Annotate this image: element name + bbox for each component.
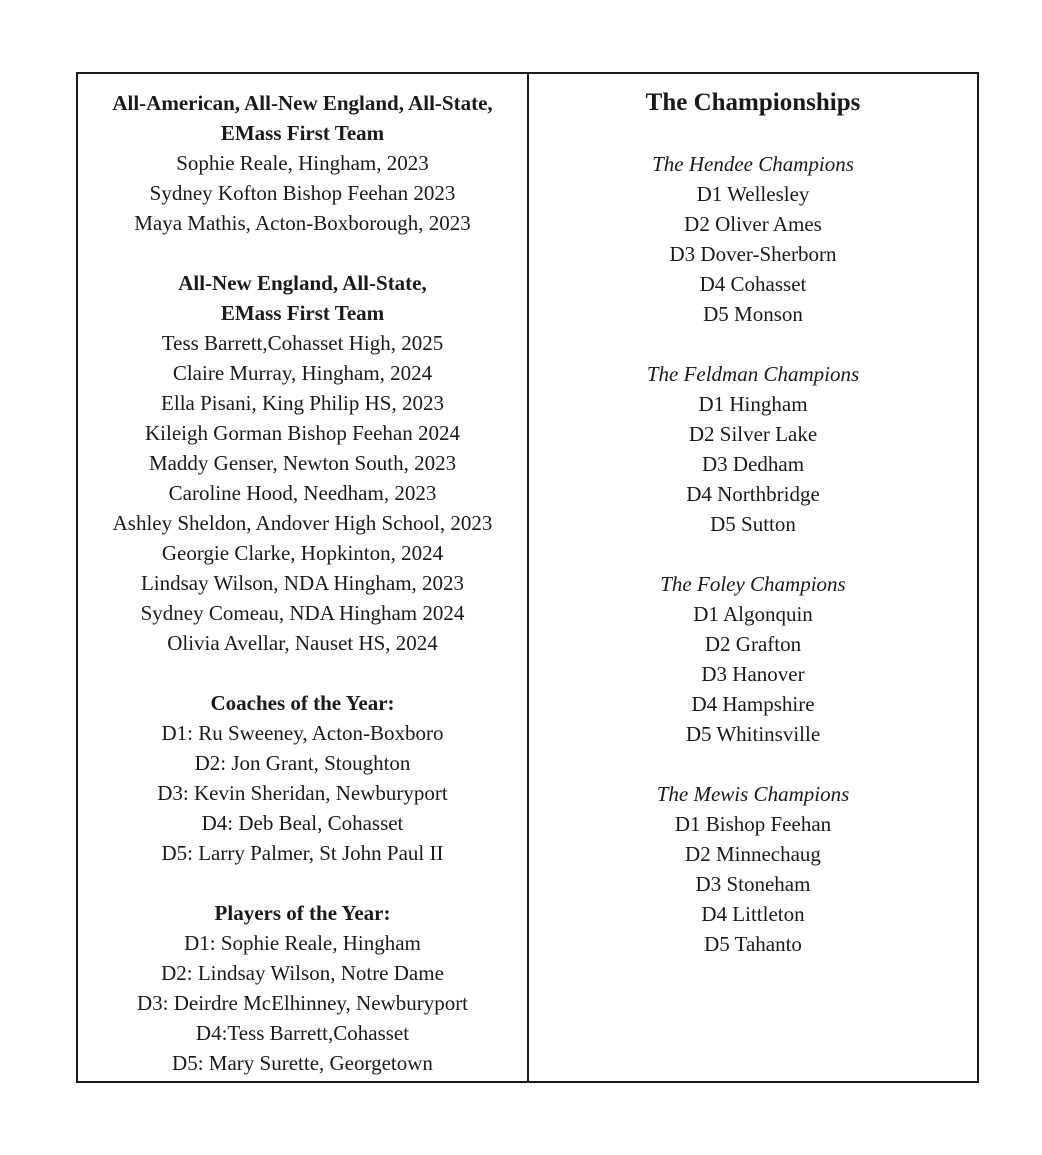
list-item: Sydney Comeau, NDA Hingham 2024 [140, 601, 465, 625]
list-item: D2 Silver Lake [688, 422, 818, 446]
section-heading: EMass First Team [220, 121, 385, 145]
list-item: D3: Kevin Sheridan, Newburyport [157, 781, 448, 805]
group-title: The Hendee Champions [652, 152, 854, 176]
section-heading: Coaches of the Year: [210, 691, 395, 715]
feldman-champions-group [529, 359, 977, 539]
list-item: Sydney Kofton Bishop Feehan 2023 [149, 181, 456, 205]
group-title: The Mewis Champions [656, 782, 850, 806]
mewis-champions-group [529, 779, 977, 959]
list-item: D2 Oliver Ames [684, 212, 822, 236]
list-item: D2 Grafton [704, 632, 802, 656]
awards-table [76, 72, 979, 1083]
list-item: Kileigh Gorman Bishop Feehan 2024 [145, 421, 460, 445]
list-item: Sophie Reale, Hingham, 2023 [176, 151, 429, 175]
list-item: D3 Dedham [701, 452, 805, 476]
list-item: D5: Larry Palmer, St John Paul II [161, 841, 444, 865]
list-item: D2 Minnechaug [685, 842, 821, 866]
list-item: Olivia Avellar, Nauset HS, 2024 [167, 631, 438, 655]
list-item: Georgie Clarke, Hopkinton, 2024 [161, 541, 444, 565]
list-item: D2: Lindsay Wilson, Notre Dame [161, 961, 444, 985]
section-heading: Players of the Year: [214, 901, 391, 925]
list-item: D5: Mary Surette, Georgetown [172, 1051, 433, 1075]
players-of-the-year-section [78, 898, 527, 1078]
list-item: Maya Mathis, Acton-Boxborough, 2023 [134, 211, 471, 235]
list-item: D3 Dover-Sherborn [669, 242, 837, 266]
list-item: D1: Ru Sweeney, Acton-Boxboro [161, 721, 444, 745]
list-item: D1 Algonquin [693, 602, 813, 626]
list-item: D5 Monson [703, 302, 803, 326]
group-title: The Feldman Champions [646, 362, 860, 386]
list-item: Lindsay Wilson, NDA Hingham, 2023 [140, 571, 465, 595]
list-item: Ella Pisani, King Philip HS, 2023 [161, 391, 444, 415]
list-item: D4 Northbridge [686, 482, 820, 506]
page-title: The Championships [645, 89, 861, 116]
list-item: D3 Hanover [701, 662, 805, 686]
group-title: The Foley Champions [660, 572, 846, 596]
list-item: D1 Hingham [698, 392, 808, 416]
list-item: Tess Barrett,Cohasset High, 2025 [161, 331, 444, 355]
list-item: D1 Bishop Feehan [674, 812, 832, 836]
list-item: D1 Wellesley [696, 182, 810, 206]
list-item: D3 Stoneham [695, 872, 811, 896]
list-item: D4 Cohasset [699, 272, 807, 296]
coaches-of-the-year-section [78, 688, 527, 868]
hendee-champions-group [529, 149, 977, 329]
awards-column [78, 74, 529, 1081]
list-item: D4:Tess Barrett,Cohasset [195, 1021, 410, 1045]
list-item: D3: Deirdre McElhinney, Newburyport [136, 991, 469, 1015]
list-item: D5 Whitinsville [685, 722, 821, 746]
all-new-england-section [78, 268, 527, 658]
foley-champions-group [529, 569, 977, 749]
list-item: D5 Tahanto [704, 932, 802, 956]
championships-column [529, 74, 977, 1081]
list-item: Maddy Genser, Newton South, 2023 [148, 451, 457, 475]
list-item: D1: Sophie Reale, Hingham [184, 931, 421, 955]
section-heading: EMass First Team [220, 301, 385, 325]
list-item: D5 Sutton [710, 512, 796, 536]
list-item: Ashley Sheldon, Andover High School, 2023 [112, 511, 493, 535]
list-item: Caroline Hood, Needham, 2023 [168, 481, 437, 505]
list-item: D4: Deb Beal, Cohasset [201, 811, 404, 835]
section-heading: All-American, All-New England, All-State, [112, 91, 493, 115]
list-item: Claire Murray, Hingham, 2024 [172, 361, 433, 385]
section-heading: All-New England, All-State, [178, 271, 427, 295]
all-american-section [78, 88, 527, 238]
list-item: D4 Hampshire [691, 692, 815, 716]
list-item: D2: Jon Grant, Stoughton [194, 751, 411, 775]
list-item: D4 Littleton [701, 902, 805, 926]
